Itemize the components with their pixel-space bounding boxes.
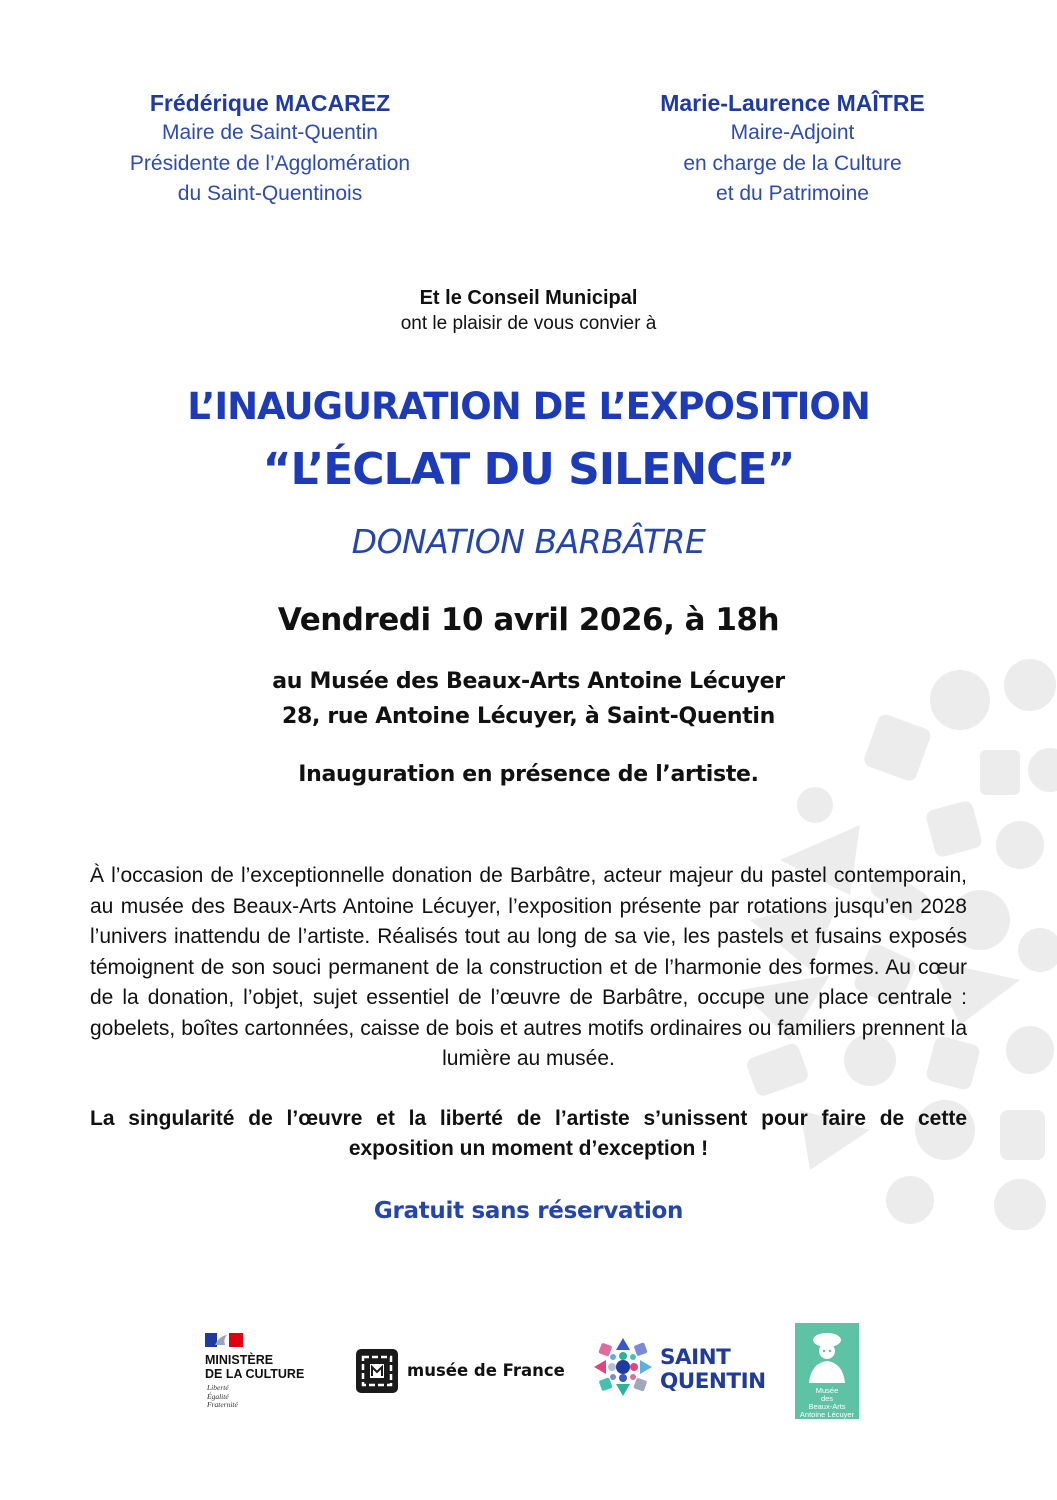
host-role: et du Patrimoine	[716, 182, 869, 205]
convier-line: ont le plaisir de vous convier à	[400, 313, 657, 334]
musee-de-france-label: musée de France	[407, 1361, 565, 1380]
saint-quentin-line2: QUENTIN	[660, 1369, 766, 1394]
admission-info: Gratuit sans réservation	[373, 1198, 684, 1224]
french-republic-flag-icon	[205, 1333, 243, 1347]
host-role: Maire-Adjoint	[730, 121, 855, 144]
museum-portrait-icon	[805, 1331, 849, 1383]
host-role: Maire de Saint-Quentin	[162, 121, 378, 144]
musee-de-france-logo	[355, 1348, 565, 1396]
exhibition-title-line2: “L’ÉCLAT DU SILENCE”	[262, 444, 795, 495]
exhibition-subtitle: DONATION BARBÂTRE	[351, 522, 706, 561]
council-line: Et le Conseil Municipal	[419, 287, 638, 309]
saint-quentin-mosaic-icon	[592, 1336, 654, 1398]
musee-de-france-m-icon	[355, 1348, 399, 1394]
exhibition-highlight: La singularité de l’œuvre et la liberté de l’artiste s’unissent pour faire de cette exposition un moment d’exception !	[90, 1107, 967, 1160]
host-marie-laurence-maitre	[575, 88, 1010, 210]
venue-name: au Musée des Beaux-Arts Antoine Lécuyer	[272, 669, 785, 694]
exhibition-description: À l’occasion de l’exceptionnelle donation de Barbâtre, acteur majeur du pastel contemporain, au musée des Beaux-Arts Antoine Lécuyer, l’exposition présente par rotations jusqu’en 2028 l’univers inattendu de l’artiste. Réalisés tout au long de sa vie, les pastels et fusains exposés témoignent de son souci permanent de la construction et de l’harmonie des formes. Au cœur de la donation, l’objet, sujet essentiel de l’œuvre de Barbâtre, occupe une place centrale : gobelets, boîtes cartonnées, caisse de bois et autres motifs ordinaires ou familiers prennent la lumière au musée.	[90, 864, 967, 1070]
saint-quentin-logo	[592, 1330, 792, 1410]
musee-beaux-arts-label: Musée des Beaux-Arts Antoine Lécuyer	[799, 1386, 855, 1419]
host-frederique-macarez	[60, 88, 480, 210]
host-role: en charge de la Culture	[683, 151, 902, 175]
invitation-intro	[0, 285, 1057, 337]
saint-quentin-line1: SAINT	[660, 1345, 731, 1370]
exhibition-title-line1: L’INAUGURATION DE L’EXPOSITION	[187, 385, 870, 428]
host-name: Frédérique MACAREZ	[149, 90, 391, 116]
ministere-label: MINISTÈRE DE LA CULTURE	[205, 1353, 305, 1381]
event-date: Vendredi 10 avril 2026, à 18h	[277, 602, 780, 638]
republic-motto: Liberté Égalité Fraternité	[207, 1383, 238, 1409]
host-role: du Saint-Quentinois	[177, 182, 363, 205]
artist-presence: Inauguration en présence de l’artiste.	[298, 762, 759, 787]
musee-beaux-arts-logo	[795, 1323, 859, 1419]
host-role: Présidente de l’Agglomération	[129, 151, 411, 175]
event-venue	[0, 664, 1057, 734]
venue-address: 28, rue Antoine Lécuyer, à Saint-Quentin	[281, 704, 776, 729]
saint-quentin-label	[660, 1346, 766, 1394]
host-name: Marie-Laurence MAÎTRE	[660, 90, 925, 116]
ministere-culture-logo	[205, 1333, 325, 1413]
